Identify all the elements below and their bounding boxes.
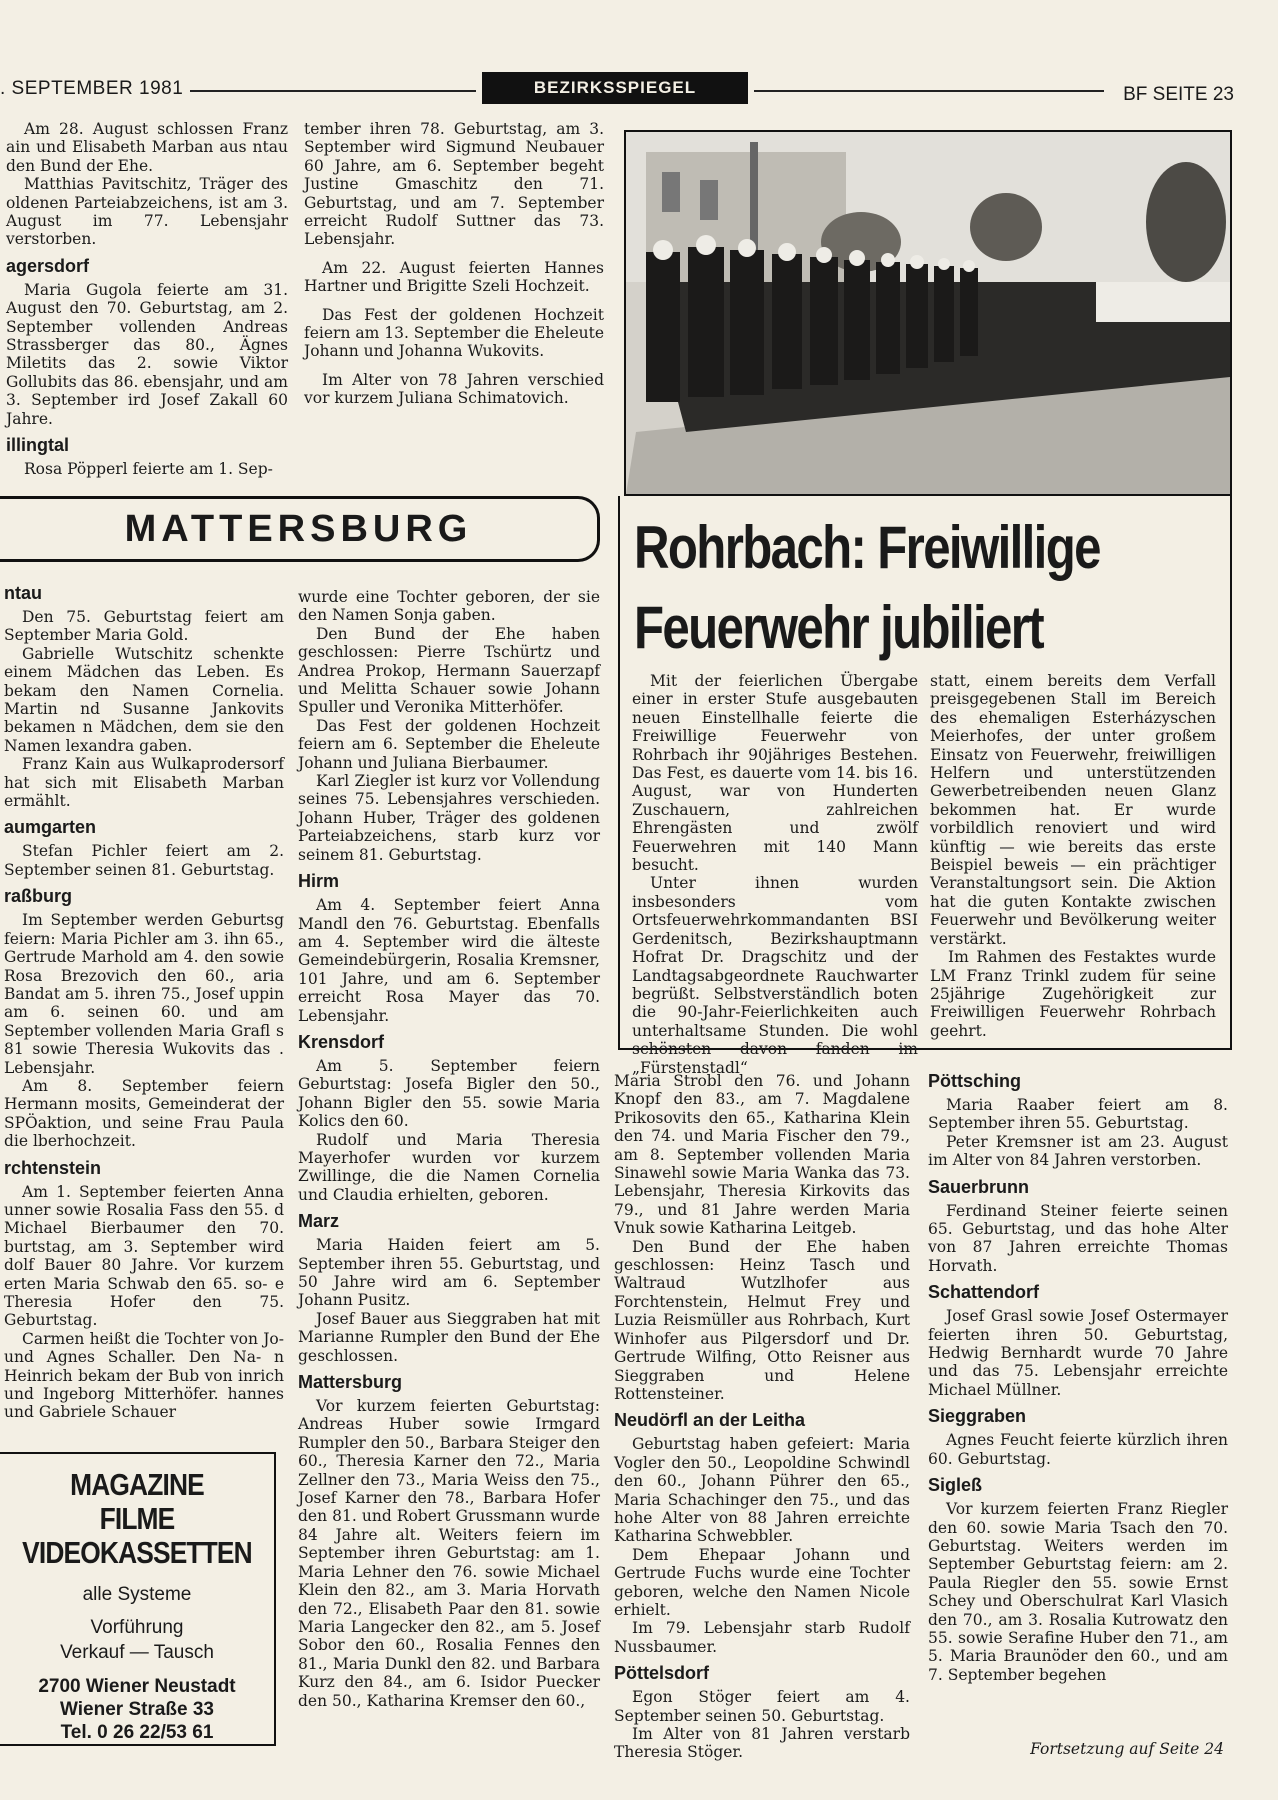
paragraph: Im 79. Lebensjahr starb Rudolf Nussbaumer.: [614, 1619, 910, 1656]
place-heading: Mattersburg: [298, 1372, 403, 1393]
place-heading: aumgarten: [4, 817, 97, 838]
header-rule-left: [190, 90, 476, 92]
paragraph: Am 1. September feierten Anna unner sowie Rosalia Fass den 55. d Michael Bierbaumer den 70. burtstag, am 3. September wird dolf Bauer 80 Jahre. Vor kurzem erten Maria Schwab den 65. so- e Theresia Hofer den 75. Geburtstag.: [4, 1182, 284, 1330]
paragraph: Das Fest der goldenen Hochzeit feiern am 13. September die Eheleute Johann und Johanna Wukovits.: [304, 305, 605, 361]
top-column-1: [6, 120, 288, 479]
ad-headline: VIDEOKASSETTEN: [22, 1535, 252, 1570]
paragraph: Agnes Feucht feierte kürzlich ihren 60. Geburtstag.: [928, 1431, 1228, 1468]
page-number: BF SEITE 23: [1123, 84, 1234, 105]
paragraph: Am 8. September feiern Hermann mosits, Gemeinderat der SPÖaktion, und seine Frau Paula die lberhochzeit.: [4, 1076, 284, 1151]
feature-column-1: [632, 672, 918, 1077]
place-heading: Sieggraben: [928, 1406, 1027, 1427]
column-1: [4, 582, 284, 1422]
place-heading: Sauerbrunn: [928, 1176, 1030, 1197]
paragraph: Karl Ziegler ist kurz vor Vollendung seines 75. Lebensjahres verschieden. Johann Huber, Träger des goldenen Parteiabzeichens, starb kurz vor seinem 81. Geburtstag.: [298, 772, 600, 864]
paragraph: Den Bund der Ehe haben geschlossen: Pierre Tschürtz und Andrea Prokop, Hermann Sauerzapf und Melitta Schauer sowie Johann Spuller und Veronika Mitterhöfer.: [298, 624, 600, 717]
paragraph: Am 22. August feierten Hannes Hartner und Brigitte Szeli Hochzeit.: [304, 258, 604, 296]
paragraph: Geburtstag haben gefeiert: Maria Vogler den 50., Leopoldine Schwindl den 60., Johann Pührer den 65., Maria Schachinger den 75., und das hohe Alter von 88 Jahren erreichte Katharina Schwebbler.: [614, 1435, 910, 1546]
paragraph: Am 4. September feiert Anna Mandl den 76. Geburtstag. Ebenfalls am 4. September wird die älteste Gemeindebürgerin, Rosalia Kremsner, 101 Jahre, und am 6. September erreicht Rosa Mayer das 70. Lebensjahr.: [298, 896, 600, 1025]
paragraph: statt, einem bereits dem Verfall preisgegebenen Stall im Bereich des ehemaligen Esterházyschen Meierhofes, der unter großem Einsatz von Feuerwehr, freiwilligen Helfern und unterstützenden Gewerbetreibenden neuen Glanz bekommen hat. Er wurde vorbildlich renoviert und wird künftig — wie bereits das erste Beispiel beweis — ein prächtiger Veranstaltungsort sein. Die Aktion hat die guten Kontakte zwischen Feuerwehr und Bevölkerung weiter verstärkt.: [930, 672, 1216, 948]
column-3: [614, 1072, 910, 1762]
paragraph: wurde eine Tochter geboren, der sie den Namen Sonja gaben.: [298, 588, 600, 625]
place-heading: illingtal: [6, 435, 69, 456]
paragraph: Dem Ehepaar Johann und Gertrude Fuchs wurde eine Tochter geboren, welche den Namen Nicole erhielt.: [614, 1545, 910, 1619]
place-heading: Hirm: [298, 871, 340, 892]
paragraph: Unter ihnen wurden insbesonders vom Ortsfeuerwehrkommandanten BSI Gerdenitsch, Bezirkshauptmann Hofrat Dr. Dragschitz und der Landtagsabgeordnete Rauchwarter begrüßt. Selbstverständlich boten die 90-Jahr-Feierlichkeiten auch unterhaltsame Stunden. Die wohl schönsten davon fanden im „Fürstenstadl“: [632, 874, 918, 1077]
paragraph: Peter Kremsner ist am 23. August im Alter von 84 Jahren verstorben.: [928, 1132, 1228, 1170]
ad-headline: FILME: [99, 1501, 175, 1536]
ad-phone: Tel. 0 26 22/53 61: [60, 1722, 214, 1743]
ad-headline: MAGAZINE: [70, 1467, 204, 1502]
place-heading: Schattendorf: [928, 1282, 1040, 1303]
paragraph: Franz Kain aus Wulkaprodersorf hat sich mit Elisabeth Marban ermählt.: [4, 755, 284, 811]
paragraph: Im Alter von 81 Jahren verstarb Theresia Stöger.: [614, 1725, 910, 1762]
banner-title: MATTERSBURG: [124, 507, 473, 550]
paragraph: Vor kurzem feierten Geburtstag: Andreas Huber sowie Irmgard Rumpler den 50., Barbara Steiger den 60., Theresia Karner den 72., Maria Zellner den 73., Maria Weiss den 75., Josef Karner den 78., Barbara Hofer den 81. und Robert Grussmann wurde 84 Jahre alt. Weiters feiern im September ihren Geburtstag: am 1. Maria Lehner den 76. sowie Michael Klein den 82., am 3. Maria Horvath den 72., Elisabeth Paar den 81. sowie Maria Langecker den 82., am 5. Josef Sobor den 60., Rosalia Fennes den 81., Maria Dunkl den 82. und Barbara Kurz den 84., am 6. Isidor Puecker den 50., Katharina Kremser den 60.,: [298, 1397, 600, 1710]
video-advertisement: [0, 1452, 276, 1746]
ad-address: Wiener Straße 33: [59, 1699, 214, 1720]
place-heading: agersdorf: [6, 255, 90, 276]
paragraph: Rosa Pöpperl feierte am 1. Sep-: [24, 460, 273, 479]
section-label: BEZIRKSSPIEGEL: [482, 72, 748, 104]
paragraph: Rudolf und Maria Theresia Mayerhofer wurden vor kurzem Zwillinge, die die Namen Cornelia und Claudia erhielten, geboren.: [298, 1130, 600, 1204]
feature-column-2: [930, 672, 1216, 1040]
paragraph: Vor kurzem feierten Franz Riegler den 60. sowie Maria Tsach den 70. Geburtstag. Weiters werden im September Geburtstag feiern: am 2. Paula Riegler den 55. sowie Ernst Schey und Oberschulrat Karl Vlasich den 70., am 3. Rosalia Kutrowatz den 55. sowie Serafine Huber den 71., am 5. Maria Braunöder den 60., und am 7. September begehen: [928, 1500, 1228, 1684]
place-heading: rchtenstein: [4, 1157, 102, 1178]
paragraph: Gabrielle Wutschitz schenkte einem Mädchen das Leben. Es bekam den Namen Cornelia. Martin nd Susanne Jankovits bekamen n Mädchen, dem sie den Namen lexandra gaben.: [4, 644, 284, 755]
paragraph: Mit der feierlichen Übergabe einer in erster Stufe ausgebauten neuen Einstellhalle feierte die Freiwillige Feuerwehr von Rohrbach ihr 90jähriges Bestehen. Das Fest, es dauerte vom 14. bis 16. August, war von Hunderten Zuschauern, zahlreichen Ehrengästen und zwölf Feuerwehren mit 140 Mann besucht.: [632, 672, 918, 875]
issue-date: . SEPTEMBER 1981: [0, 78, 184, 99]
paragraph: Josef Grasl sowie Josef Ostermayer feierten ihren 50. Geburtstag, Hedwig Bernhardt wurde 70 Jahre und das 75. Lebensjahr erreichte Michael Müllner.: [928, 1307, 1228, 1399]
paragraph: Den 75. Geburtstag feiert am September Maria Gold.: [4, 608, 284, 645]
paragraph: Maria Gugola feierte am 31. August den 70. Geburtstag, am 2. September vollenden Andreas Strassberger das 80., Ägnes Miletits das 2. sowie Viktor Gollubits das 86. ebensjahr, und am 3. September ird Josef Zakall 60 Jahre.: [6, 280, 288, 428]
ad-text: Vorführung: [90, 1617, 184, 1638]
paragraph: Im Alter von 78 Jahren verschied vor kurzem Juliana Schimatovich.: [304, 370, 604, 408]
paragraph: Das Fest der goldenen Hochzeit feiern am 6. September die Eheleute Johann und Juliana Bierbaumer.: [298, 716, 600, 772]
paragraph: Im Rahmen des Festaktes wurde LM Franz Trinkl zudem für seine 25jährige Zugehörigkeit zur Freiwilligen Feuerwehr Rohrbach geehrt.: [930, 948, 1216, 1040]
place-heading: Marz: [298, 1211, 340, 1232]
paragraph: Am 5. September feiern Geburtstag: Josefa Bigler den 50., Johann Bigler den 55. sowie Maria Kolics den 60.: [298, 1056, 600, 1131]
paragraph: tember ihren 78. Geburtstag, am 3. September wird Sigmund Neubauer 60 Jahre, am 6. September begeht Justine Gmaschitz den 71. Geburtstag, und am 7. September erreicht Rudolf Suttner das 73. Lebensjahr.: [304, 120, 604, 249]
paragraph: Am 28. August schlossen Franz ain und Elisabeth Marban aus ntau den Bund der Ehe.: [6, 120, 288, 175]
ad-address: 2700 Wiener Neustadt: [38, 1676, 236, 1697]
place-heading: Pöttsching: [928, 1071, 1021, 1091]
ad-text: alle Systeme: [82, 1584, 192, 1605]
place-heading: Krensdorf: [298, 1031, 385, 1052]
paragraph: Im September werden Geburtsg feiern: Maria Pichler am 3. ihn 65., Gertrude Marhold am 4. den sowie Rosa Brezovich den 60., aria Bandat am 5. ihren 75., Josef uppin am 6. seinen 60. und am September vollenden Maria Grafl s 81 sowie Theresia Wukovits das . Lebensjahr.: [4, 911, 284, 1077]
feature-headline-line-1: Rohrbach: Freiwillige: [634, 514, 1100, 581]
feature-headline-line-2: Feuerwehr jubiliert: [634, 594, 1044, 661]
column-4: [928, 1070, 1228, 1684]
paragraph: Matthias Pavitschitz, Träger des oldenen Parteiabzeichens, ist am 3. August im 77. Lebensjahr verstorben.: [6, 175, 288, 249]
column-2: [298, 588, 600, 1710]
paragraph: Maria Strobl den 76. und Johann Knopf den 83., am 7. Magdalene Prikosovits den 65., Katharina Klein den 74. und Maria Fischer den 79., am 8. September vollenden Maria Sinawehl sowie Maria Wanka das 73. Lebensjahr, Theresia Kirkovits das 79., und 81 Jahre werden Maria Vnuk sowie Katharina Leitgeb.: [614, 1072, 910, 1238]
place-heading: raßburg: [4, 886, 73, 907]
paragraph: Stefan Pichler feiert am 2. September seinen 81. Geburtstag.: [4, 842, 284, 879]
ad-text: Verkauf — Tausch: [60, 1642, 214, 1663]
paragraph: Den Bund der Ehe haben geschlossen: Heinz Tasch und Waltraud Wutzlhofer aus Forchtenstein, Helmut Frey und Luzia Reismüller aus Rohrbach, Kurt Winhofer aus Pilgersdorf und Dr. Gertrude Wilfing, Otto Reisner aus Sieggraben und Helene Rottensteiner.: [614, 1237, 910, 1403]
fire-brigade-photo: [624, 130, 1232, 496]
paragraph: Egon Stöger feiert am 4. September seinen 50. Geburtstag.: [614, 1688, 910, 1725]
place-heading: Neudörfl an der Leitha: [614, 1410, 806, 1431]
header-rule-right: [754, 90, 1104, 92]
paragraph: Maria Raaber feiert am 8. September ihren 55. Geburtstag.: [928, 1096, 1228, 1133]
top-column-2: [304, 120, 604, 408]
paragraph: Josef Bauer aus Sieggraben hat mit Marianne Rumpler den Bund der Ehe geschlossen.: [298, 1309, 600, 1365]
place-heading: Sigleß: [928, 1475, 983, 1496]
continued-note: Fortsetzung auf Seite 24: [1030, 1740, 1224, 1758]
place-heading: Pöttelsdorf: [614, 1663, 710, 1684]
paragraph: Maria Haiden feiert am 5. September ihren 55. Geburtstag, und 50 Jahre wird am 6. September Johann Pusitz.: [298, 1236, 600, 1310]
paragraph: Carmen heißt die Tochter von Jo- und Agnes Schaller. Den Na- n Heinrich bekam der Bub von inrich und Ingeborg Mitterhöfer. hannes und Gabriele Schauer: [4, 1329, 284, 1422]
paragraph: Ferdinand Steiner feierte seinen 65. Geburtstag, und das hohe Alter von 87 Jahren erreichte Thomas Horvath.: [928, 1201, 1228, 1275]
section-banner-mattersburg: [0, 496, 600, 562]
photo-illustration: [626, 132, 1230, 494]
place-heading: ntau: [4, 583, 42, 603]
